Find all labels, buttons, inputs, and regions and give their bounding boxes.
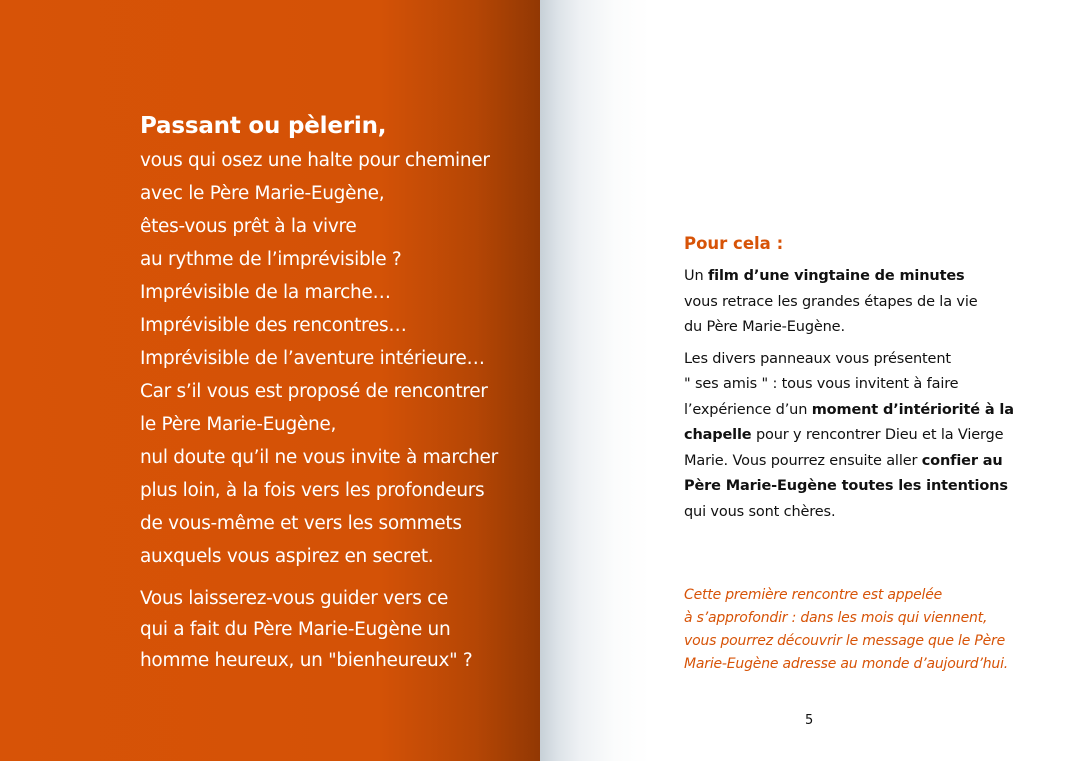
- page-number: 5: [805, 713, 814, 728]
- text-run: Un: [684, 268, 708, 284]
- text-run: vous retrace les grandes étapes de la vie: [684, 293, 978, 310]
- text-line: au rythme de l’imprévisible ?: [140, 249, 402, 270]
- text-run: Marie. Vous pourrez ensuite aller: [684, 452, 922, 469]
- text-line: auxquels vous aspirez en secret.: [140, 546, 434, 567]
- text-line: Imprévisible des rencontres…: [140, 315, 407, 336]
- paragraph-film: [684, 264, 1044, 341]
- text-line: avec le Père Marie-Eugène,: [140, 183, 385, 204]
- text-run: pour y rencontrer Dieu et la Vierge: [751, 427, 1004, 443]
- note-line: à s’approfondir : dans les mois qui viennent,: [684, 610, 988, 626]
- text-line: vous qui osez une halte pour cheminer: [140, 150, 490, 171]
- closing-line: qui a fait du Père Marie-Eugène un: [140, 619, 451, 640]
- closing-line: homme heureux, un "bienheureux" ?: [140, 650, 473, 671]
- text-run: " ses amis " : tous vous invitent à faire: [684, 376, 959, 392]
- bold-run: Père Marie-Eugène toutes les intentions: [684, 478, 1008, 494]
- note-line: vous pourrez découvrir le message que le Père: [684, 633, 1006, 649]
- bold-run: moment d’intériorité à la: [811, 401, 1014, 418]
- paragraph-panels: [684, 347, 1044, 526]
- text-line: êtes-vous prêt à la vivre: [140, 216, 357, 237]
- bold-run: film d’une vingtaine de minutes: [707, 268, 965, 284]
- left-page-text: [140, 108, 512, 676]
- bold-run: confier au: [921, 452, 1003, 469]
- note-line: Cette première rencontre est appelée: [684, 587, 943, 603]
- text-run: l’expérience d’un: [684, 401, 812, 418]
- right-page-text: [684, 230, 1044, 531]
- text-run: Les divers panneaux vous présentent: [684, 350, 951, 367]
- text-line: plus loin, à la fois vers les profondeurs: [140, 480, 485, 501]
- text-line: de vous-même et vers les sommets: [140, 513, 462, 534]
- text-run: du Père Marie-Eugène.: [684, 319, 845, 335]
- text-line: nul doute qu’il ne vous invite à marcher: [140, 447, 498, 468]
- italic-note: [684, 584, 1054, 676]
- text-line: Car s’il vous est proposé de rencontrer: [140, 381, 488, 402]
- left-heading: Passant ou pèlerin,: [140, 113, 387, 139]
- text-line: le Père Marie-Eugène,: [140, 414, 337, 435]
- closing-line: Vous laisserez-vous guider vers ce: [140, 588, 449, 609]
- text-line: Imprévisible de la marche…: [140, 282, 391, 303]
- right-heading: Pour cela :: [684, 234, 784, 253]
- note-line: Marie-Eugène adresse au monde d’aujourd’hui.: [684, 656, 1009, 672]
- paragraph-gap: [140, 573, 512, 583]
- text-line: Imprévisible de l’aventure intérieure…: [140, 348, 485, 369]
- bold-run: chapelle: [684, 427, 752, 443]
- text-run: qui vous sont chères.: [684, 503, 836, 520]
